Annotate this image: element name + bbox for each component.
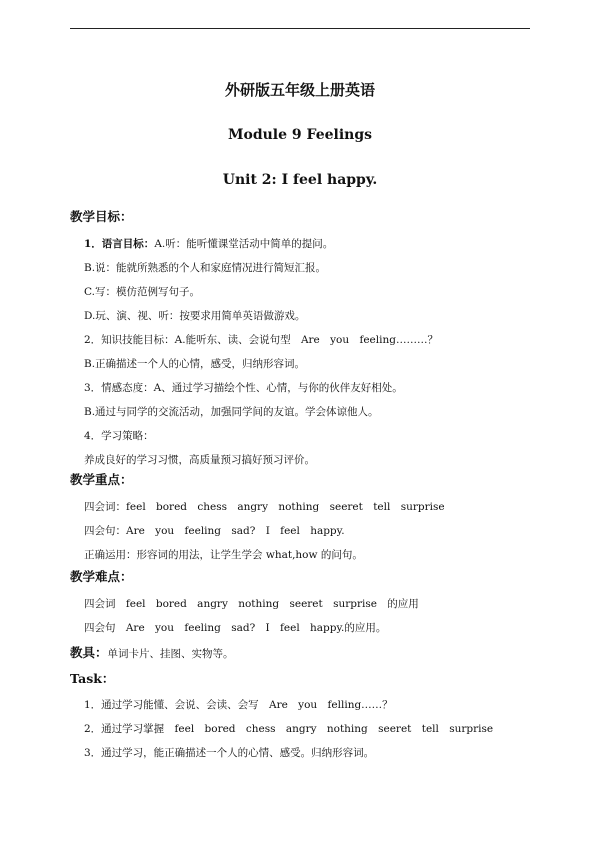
tools-label: 教具： — [70, 645, 108, 660]
objective-skills-b: B.正确描述一个人的心情，感受，归纳形容词。 — [84, 358, 306, 370]
objective-skills-a: 2．知识技能目标：A.能听东、读、会说句型 Are you feeling………？ — [84, 334, 438, 346]
difficulties-words: 四会词 feel bored angry nothing seeret surprise 的应用 — [84, 598, 419, 610]
key-points-words: 四会词：feel bored chess angry nothing seeret tell surprise — [84, 501, 445, 513]
task-heading: Task： — [70, 671, 115, 686]
tools-text: 单词卡片、挂图、实物等。 — [107, 648, 234, 660]
objective-language-a: A.听：能听懂课堂活动中简单的提问。 — [154, 238, 334, 250]
key-points-sentence: 四会句：Are you feeling sad? I feel happy. — [84, 525, 345, 537]
key-points-usage: 正确运用：形容词的用法，让学生学会 what,how 的问句。 — [84, 549, 363, 561]
objectives-heading: 教学目标： — [70, 209, 133, 224]
objective-language-b: B.说：能就所熟悉的个人和家庭情况进行简短汇报。 — [84, 262, 327, 274]
difficulties-sentence: 四会句 Are you feeling sad? I feel happy.的应用。 — [84, 622, 387, 634]
unit-title: Unit 2: I feel happy. — [222, 172, 378, 188]
tools-line — [70, 646, 234, 661]
key-points-heading: 教学重点： — [70, 472, 133, 487]
document-title: 外研版五年级上册英语 — [224, 81, 375, 99]
objective-attitude-a: 3．情感态度：A、通过学习描绘个性、心情，与你的伙伴友好相处。 — [84, 382, 403, 394]
objective-strategy-text: 养成良好的学习习惯，高质量预习搞好预习评价。 — [84, 454, 315, 466]
objective-strategy-label: 4．学习策略： — [84, 430, 154, 442]
objective-language-d: D.玩、演、视、听：按要求用简单英语做游戏。 — [84, 310, 306, 322]
objective-language-c: C.写：模仿范例写句子。 — [84, 286, 200, 298]
module-title: Module 9 Feelings — [228, 127, 372, 143]
difficulties-heading: 教学难点： — [70, 569, 133, 584]
task-item-2: 2．通过学习掌握 feel bored chess angry nothing seeret tell surprise — [84, 723, 494, 735]
task-item-3: 3．通过学习，能正确描述一个人的心情、感受。归纳形容词。 — [84, 747, 375, 759]
objective-language — [84, 237, 333, 251]
header-rule — [70, 28, 530, 29]
objective-attitude-b: B.通过与同学的交流活动，加强同学间的友谊。学会体谅他人。 — [84, 406, 379, 418]
task-item-1: 1．通过学习能懂、会说、会读、会写 Are you felling……？ — [84, 699, 393, 711]
objective-language-label: 1．语言目标： — [84, 238, 155, 250]
